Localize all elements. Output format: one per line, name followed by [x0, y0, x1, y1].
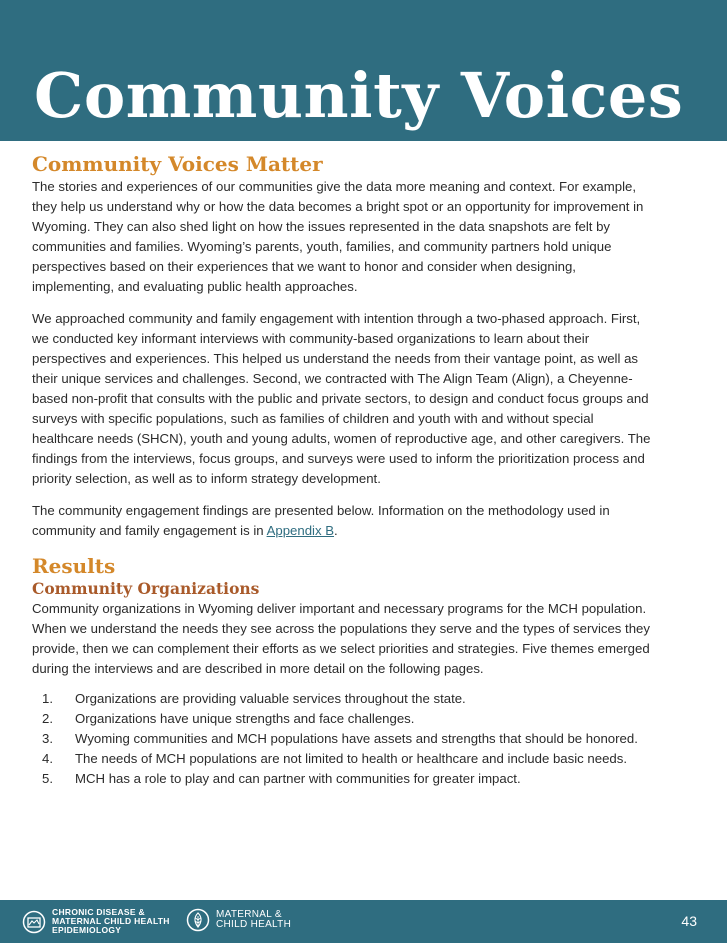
text-line: provide, then we can complement their efforts as we select priorities and strategies. Five themes emerged: [32, 641, 650, 656]
text-line: perspectives based on their experiences that we want to honor and consider when designing,: [32, 259, 576, 274]
text-line: The community engagement findings are presented below. Information on the methodology used in: [32, 503, 610, 518]
text-line: The stories and experiences of our communities give the data more meaning and context. For example,: [32, 179, 637, 194]
section-heading-results: Results: [32, 554, 116, 578]
list-number: 3.: [42, 731, 53, 746]
list-number: 5.: [42, 771, 53, 786]
list-item: [32, 709, 700, 729]
list-item-text: Wyoming communities and MCH populations have assets and strengths that should be honored.: [75, 731, 638, 746]
text-line: communities and families. Wyoming’s parents, youth, families, and community partners hold unique: [32, 239, 612, 254]
section-heading-community-voices-matter: Community Voices Matter: [32, 152, 323, 176]
text-span: community and family engagement is in: [32, 523, 267, 538]
paragraph-stories: [32, 177, 700, 297]
list-number: 2.: [42, 711, 53, 726]
logo-chronic-disease-epidemiology: [22, 908, 170, 935]
list-item: [32, 769, 700, 789]
logo-text: CHRONIC DISEASE & MATERNAL CHILD HEALTH EPIDEMIOLOGY: [52, 907, 170, 935]
list-item-text: The needs of MCH populations are not limited to health or healthcare and include basic needs.: [75, 751, 628, 766]
paragraph-organizations: [32, 599, 700, 679]
text-line: When we understand the needs they see across the populations they serve and the types of services they: [32, 621, 650, 636]
list-item: [32, 729, 700, 749]
footer-bar: [0, 900, 727, 943]
text-line: surveys with specific populations, such as families of children and youth with and without special: [32, 411, 594, 426]
text-line: implementing, and evaluating public health approaches.: [32, 279, 358, 294]
text-span: .: [334, 523, 338, 538]
list-item-text: Organizations are providing valuable services throughout the state.: [75, 691, 466, 706]
text-line: we conducted key informant interviews with community-based organizations to learn about their: [32, 331, 590, 346]
themes-list: [32, 689, 700, 789]
text-line: based non-profit that consults with the public and private sectors, to design and conduct focus groups and: [32, 391, 649, 406]
text-line: they help us understand why or how the data becomes a bright spot or an opportunity for improvement in: [32, 199, 644, 214]
text-line: priority selection, as well as to inform strategy development.: [32, 471, 381, 486]
text-line: Community organizations in Wyoming deliver important and necessary programs for the MCH population.: [32, 601, 647, 616]
page-number: 43: [681, 913, 697, 929]
paragraph-findings: [32, 501, 700, 541]
page-title: Community Voices: [34, 59, 684, 132]
leaf-circle-icon: [186, 908, 210, 932]
text-line: healthcare needs (SHCN), youth and young adults, women of reproductive age, and other caregivers. The: [32, 431, 651, 446]
list-item-text: Organizations have unique strengths and face challenges.: [75, 711, 415, 726]
list-number: 4.: [42, 751, 53, 766]
list-item: [32, 749, 700, 769]
header-banner: [0, 0, 727, 141]
list-number: 1.: [42, 691, 53, 706]
paragraph-approach: [32, 309, 700, 489]
main-content: [32, 151, 700, 789]
text-line: findings from the interviews, focus groups, and surveys were used to inform the prioritization process and: [32, 451, 645, 466]
logo-text: MATERNAL & CHILD HEALTH: [216, 909, 292, 930]
text-line: perspectives and experiences. This helped us understand the needs from their vantage point, as well as: [32, 351, 639, 366]
text-line: We approached community and family engagement with intention through a two-phased approach. First,: [32, 311, 641, 326]
text-line: during the interviews and are described in more detail on the following pages.: [32, 661, 484, 676]
list-item: [32, 689, 700, 709]
appendix-b-link[interactable]: Appendix B: [266, 523, 335, 538]
text-line: [32, 521, 700, 541]
list-item-text: MCH has a role to play and can partner with communities for greater impact.: [75, 771, 521, 786]
text-line: their unique services and challenges. Second, we contracted with The Align Team (Align), a Cheyenne-: [32, 371, 633, 386]
text-line: Wyoming. They can also shed light on how the issues represented in the data snapshots are felt by: [32, 219, 611, 234]
logo-maternal-child-health: [186, 908, 291, 932]
wyoming-outline-icon: [22, 910, 46, 934]
subheading-community-organizations: Community Organizations: [32, 579, 260, 598]
